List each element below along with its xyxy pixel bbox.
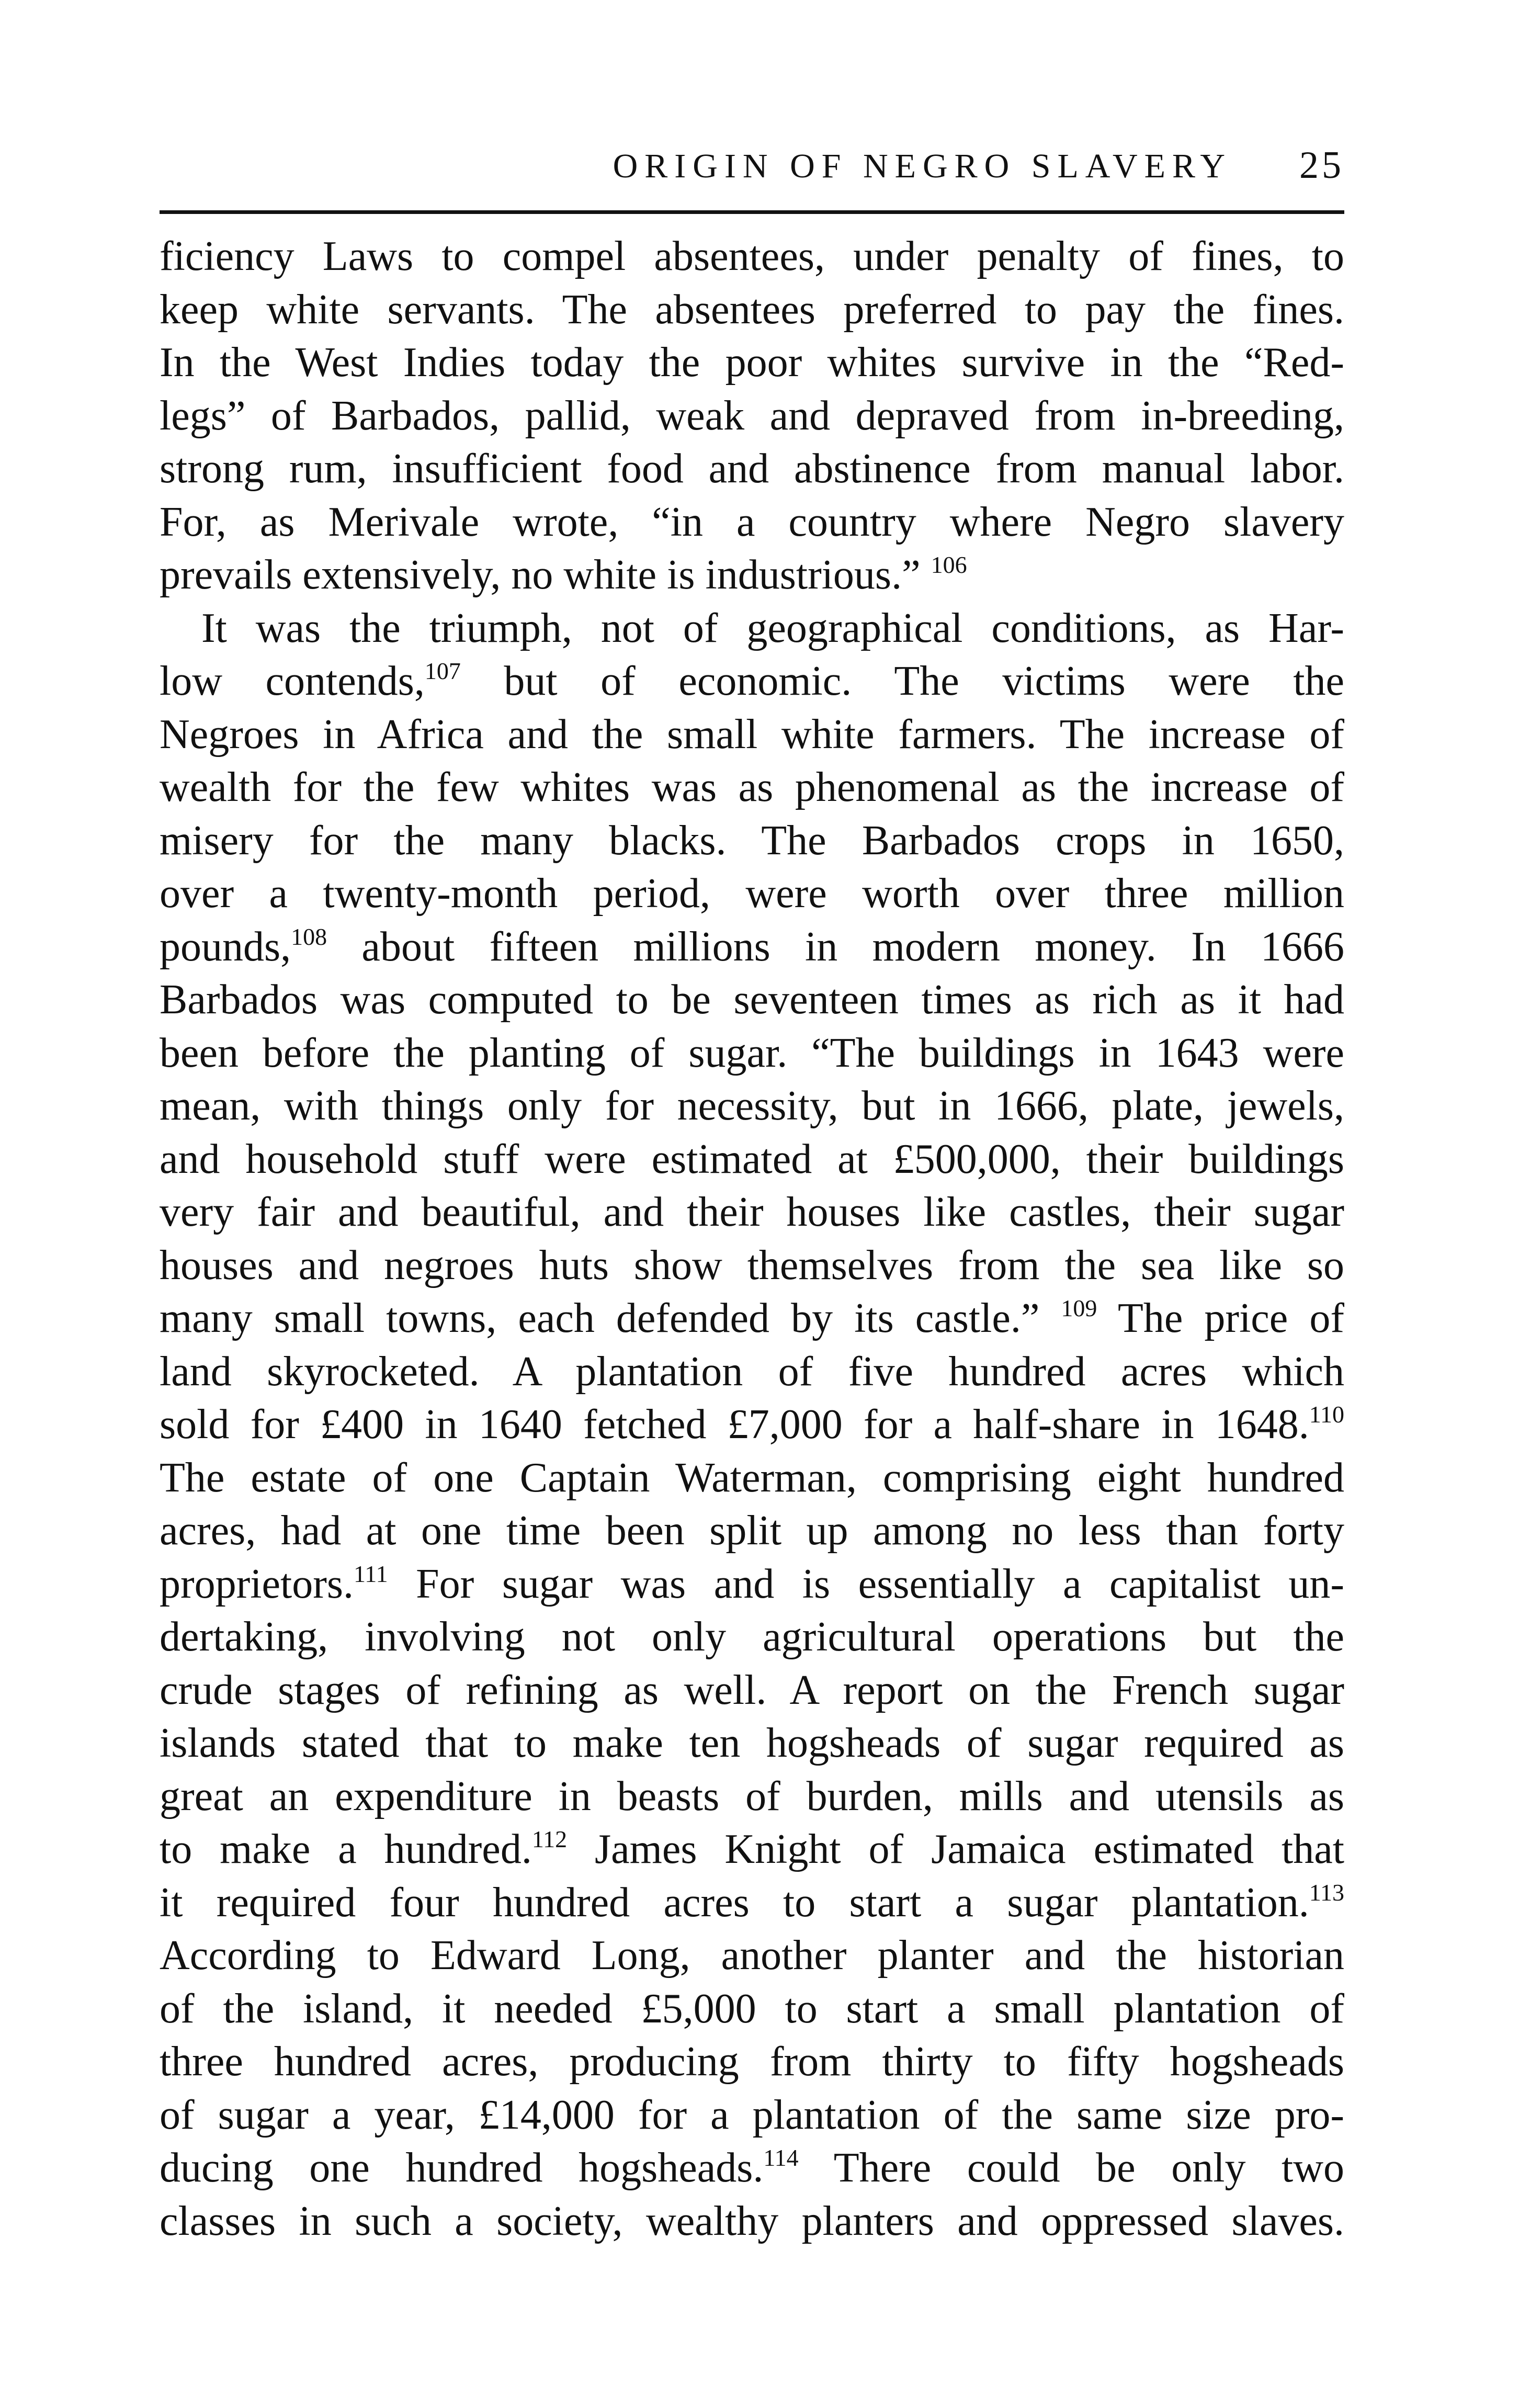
text-line	[160, 708, 1344, 762]
text-segment: three hundred acres, producing from thirty to fifty hogsheads	[160, 2039, 1344, 2085]
text-line	[160, 921, 1344, 974]
text-segment: but of economic. The victims were the	[460, 658, 1344, 704]
text-line	[160, 496, 1344, 549]
text-segment: strong rum, insufficient food and abstinence from manual labor.	[160, 446, 1344, 492]
text-segment: over a twenty-month period, were worth over three million	[160, 871, 1344, 917]
text-line	[160, 761, 1344, 815]
text-segment: For, as Merivale wrote, “in a country where Negro slavery	[160, 499, 1344, 545]
text-line	[160, 1611, 1344, 1664]
text-line	[160, 1717, 1344, 1770]
text-segment: James Knight of Jamaica estimated that	[567, 1826, 1344, 1872]
text-segment: many small towns, each defended by its castle.”	[160, 1295, 1061, 1341]
text-line	[160, 1558, 1344, 1611]
text-segment: wealth for the few whites was as phenomenal as the increase of	[160, 764, 1344, 810]
text-segment: and household stuff were estimated at £500,000, their buildings	[160, 1136, 1344, 1182]
text-segment: been before the planting of sugar. “The buildings in 1643 were	[160, 1030, 1344, 1076]
text-line	[160, 2089, 1344, 2142]
text-line	[160, 1823, 1344, 1876]
text-line	[160, 1452, 1344, 1505]
text-line	[160, 1505, 1344, 1558]
text-segment: crude stages of refining as well. A report on the French sugar	[160, 1667, 1344, 1713]
text-line	[160, 1292, 1344, 1346]
text-line	[160, 1186, 1344, 1239]
text-segment: ficiency Laws to compel absentees, under penalty of fines, to	[160, 233, 1344, 279]
footnote-marker: 110	[1309, 1401, 1344, 1428]
text-line	[160, 443, 1344, 496]
text-segment: prevails extensively, no white is industrious.”	[160, 552, 931, 598]
text-segment: According to Edward Long, another planter and the historian	[160, 1932, 1344, 1979]
text-segment: ducing one hundred hogsheads.	[160, 2145, 764, 2191]
text-line	[160, 336, 1344, 390]
text-segment: sold for £400 in 1640 fetched £7,000 for a half-share in 1648.	[160, 1401, 1309, 1448]
text-line	[160, 390, 1344, 443]
text-segment: For sugar was and is essentially a capitalist un-	[388, 1561, 1344, 1607]
text-line	[160, 2036, 1344, 2089]
running-header	[160, 110, 1344, 188]
text-segment: it required four hundred acres to start a sugar plantation.	[160, 1879, 1309, 1926]
text-segment: There could be only two	[798, 2145, 1344, 2191]
body-text	[160, 230, 1344, 2248]
text-line	[160, 2142, 1344, 2195]
text-segment: islands stated that to make ten hogsheads of sugar required as	[160, 1720, 1344, 1766]
text-segment: very fair and beautiful, and their houses like castles, their sugar	[160, 1189, 1344, 1235]
text-line	[160, 1876, 1344, 1930]
text-segment: In the West Indies today the poor whites survive in the “Red-	[160, 340, 1344, 386]
footnote-marker: 114	[763, 2144, 799, 2171]
text-segment: Negroes in Africa and the small white farmers. The increase of	[160, 711, 1344, 758]
text-line	[160, 974, 1344, 1027]
text-segment: misery for the many blacks. The Barbados crops in 1650,	[160, 817, 1344, 864]
text-line	[160, 867, 1344, 921]
text-line	[160, 284, 1344, 337]
text-line	[160, 2195, 1344, 2248]
text-segment: low contends,	[160, 658, 425, 704]
text-line	[160, 1929, 1344, 1983]
text-line	[160, 1983, 1344, 2036]
footnote-marker: 106	[931, 551, 967, 578]
text-line	[160, 1239, 1344, 1293]
text-line	[160, 1080, 1344, 1133]
text-line	[160, 1027, 1344, 1080]
text-segment: of sugar a year, £14,000 for a plantation of the same size pro-	[160, 2092, 1344, 2138]
text-segment: Barbados was computed to be seventeen times as rich as it had	[160, 977, 1344, 1023]
text-segment: about fifteen millions in modern money. In 1666	[327, 923, 1344, 970]
header-rule	[160, 210, 1344, 214]
footnote-marker: 109	[1061, 1295, 1097, 1321]
text-segment: to make a hundred.	[160, 1826, 532, 1872]
text-segment: It was the triumph, not of geographical conditions, as Har-	[160, 605, 1344, 651]
text-line	[160, 655, 1344, 708]
footnote-marker: 111	[354, 1560, 388, 1587]
text-segment: mean, with things only for necessity, but in 1666, plate, jewels,	[160, 1083, 1344, 1129]
footnote-marker: 112	[531, 1826, 568, 1852]
footnote-marker: 113	[1309, 1879, 1344, 1906]
text-line	[160, 602, 1344, 655]
text-segment: of the island, it needed £5,000 to start a small plantation of	[160, 1985, 1344, 2032]
text-segment: The price of	[1097, 1295, 1344, 1341]
text-line	[160, 815, 1344, 868]
text-segment: acres, had at one time been split up among no less than forty	[160, 1508, 1344, 1554]
text-segment: pounds,	[160, 923, 291, 970]
page-number: 25	[1299, 144, 1344, 187]
text-line	[160, 1664, 1344, 1717]
text-segment: great an expenditure in beasts of burden, mills and utensils as	[160, 1773, 1344, 1819]
text-line	[160, 1346, 1344, 1399]
text-segment: The estate of one Captain Waterman, comprising eight hundred	[160, 1454, 1344, 1501]
text-segment: keep white servants. The absentees preferred to pay the fines.	[160, 286, 1344, 333]
footnote-marker: 107	[424, 658, 461, 684]
running-title: ORIGIN OF NEGRO SLAVERY	[613, 147, 1232, 185]
text-segment: legs” of Barbados, pallid, weak and depraved from in-breeding,	[160, 392, 1344, 439]
text-line	[160, 1770, 1344, 1824]
text-segment: proprietors.	[160, 1561, 354, 1607]
text-line	[160, 549, 1344, 602]
text-line	[160, 1133, 1344, 1186]
footnote-marker: 108	[291, 923, 327, 950]
text-segment: houses and negroes huts show themselves from the sea like so	[160, 1242, 1344, 1288]
text-line	[160, 1398, 1344, 1452]
text-line	[160, 230, 1344, 284]
text-segment: land skyrocketed. A plantation of five hundred acres which	[160, 1348, 1344, 1395]
text-segment: dertaking, involving not only agricultural operations but the	[160, 1614, 1344, 1660]
text-segment: classes in such a society, wealthy planters and oppressed slaves.	[160, 2198, 1344, 2244]
